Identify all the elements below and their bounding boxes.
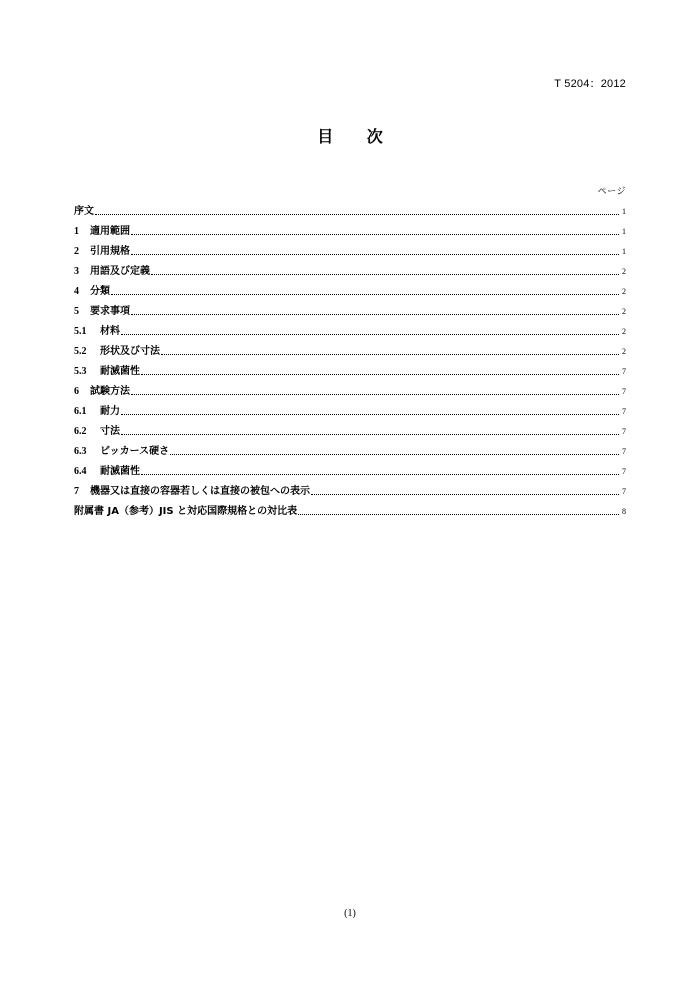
toc-entry-title: 試験方法: [90, 386, 130, 397]
toc-entry-title: 機器又は直接の容器若しくは直接の被包への表示: [90, 486, 310, 497]
toc-entry-number: 6: [74, 386, 79, 397]
toc-entry-title: 適用範囲: [90, 226, 130, 237]
toc-entry-number: 5: [74, 306, 79, 317]
toc-entry-number: 6.3: [74, 446, 87, 457]
toc-entry-page: 1: [622, 247, 626, 256]
toc-entry-title: 引用規格: [90, 246, 130, 257]
toc-entry-title: 耐滅菌性: [100, 466, 140, 477]
toc-dot-leader: [311, 494, 619, 495]
toc-entry[interactable]: [74, 339, 626, 359]
toc-dot-leader: [131, 394, 619, 395]
toc-entry-title: 寸法: [100, 426, 120, 437]
toc-entry-number: 5.1: [74, 326, 87, 337]
toc-entry-number: 3: [74, 266, 79, 277]
toc-entry-number: 6.2: [74, 426, 87, 437]
toc-entry[interactable]: [74, 379, 626, 399]
page-column-label: ページ: [597, 187, 626, 197]
toc-entry-page: 1: [622, 207, 626, 216]
toc-entry[interactable]: [74, 279, 626, 299]
toc-entry-page: 7: [622, 407, 626, 416]
toc-entry-title: 耐力: [100, 406, 120, 417]
page-title: 目 次: [317, 127, 397, 146]
toc-entry-page: 2: [622, 307, 626, 316]
toc-entry[interactable]: [74, 419, 626, 439]
toc-entry-page: 7: [622, 467, 626, 476]
toc-entry-page: 7: [622, 387, 626, 396]
toc-dot-leader: [95, 214, 619, 215]
toc-dot-leader: [121, 334, 619, 335]
toc-entry-page: 7: [622, 367, 626, 376]
toc-entry-page: 7: [622, 447, 626, 456]
toc-entry-number: 2: [74, 246, 79, 257]
toc-entry-page: 7: [622, 427, 626, 436]
toc-entry[interactable]: [74, 499, 626, 519]
toc-entry-number: 4: [74, 286, 79, 297]
toc-dot-leader: [298, 514, 619, 515]
toc-entry-number: 5.2: [74, 346, 87, 357]
toc-entry[interactable]: [74, 199, 626, 219]
toc-dot-leader: [131, 314, 619, 315]
toc-entry[interactable]: [74, 239, 626, 259]
toc-entry[interactable]: [74, 399, 626, 419]
toc-entry[interactable]: [74, 299, 626, 319]
toc-entry-number: 7: [74, 486, 79, 497]
toc-dot-leader: [111, 294, 619, 295]
toc-entry[interactable]: [74, 479, 626, 499]
toc-entry[interactable]: [74, 259, 626, 279]
toc-dot-leader: [151, 274, 619, 275]
toc-entry-title: 形状及び寸法: [100, 346, 160, 357]
toc-entry-title: 用語及び定義: [90, 266, 150, 277]
toc-entry-title: 要求事項: [90, 306, 130, 317]
footer-page-number: (1): [344, 908, 356, 919]
table-of-contents: [74, 199, 626, 519]
toc-entry-title: 分類: [90, 286, 110, 297]
toc-entry-title: ビッカース硬さ: [100, 446, 170, 457]
toc-entry-page: 1: [622, 227, 626, 236]
toc-dot-leader: [141, 474, 619, 475]
toc-entry-title: 材料: [100, 326, 120, 337]
toc-entry-number: 1: [74, 226, 79, 237]
standard-number: T 5204：2012: [554, 78, 626, 90]
toc-entry-number: 6.1: [74, 406, 87, 417]
toc-entry-title: 耐滅菌性: [100, 366, 140, 377]
toc-entry[interactable]: [74, 319, 626, 339]
toc-dot-leader: [141, 374, 619, 375]
toc-entry-page: 2: [622, 287, 626, 296]
toc-entry-page: 2: [622, 267, 626, 276]
toc-dot-leader: [131, 234, 619, 235]
toc-entry-title: 序文: [74, 206, 94, 217]
toc-entry-number: 6.4: [74, 466, 87, 477]
toc-entry-title: 附属書 JA（参考）JIS と対応国際規格との対比表: [74, 506, 298, 517]
toc-entry[interactable]: [74, 219, 626, 239]
toc-dot-leader: [161, 354, 619, 355]
toc-entry-page: 8: [622, 507, 626, 516]
toc-entry[interactable]: [74, 459, 626, 479]
toc-dot-leader: [121, 414, 619, 415]
toc-entry-page: 7: [622, 487, 626, 496]
toc-entry[interactable]: [74, 359, 626, 379]
toc-entry-page: 2: [622, 327, 626, 336]
toc-dot-leader: [170, 454, 619, 455]
toc-dot-leader: [131, 254, 619, 255]
toc-entry-page: 2: [622, 347, 626, 356]
toc-entry[interactable]: [74, 439, 626, 459]
toc-entry-number: 5.3: [74, 366, 87, 377]
toc-dot-leader: [121, 434, 619, 435]
